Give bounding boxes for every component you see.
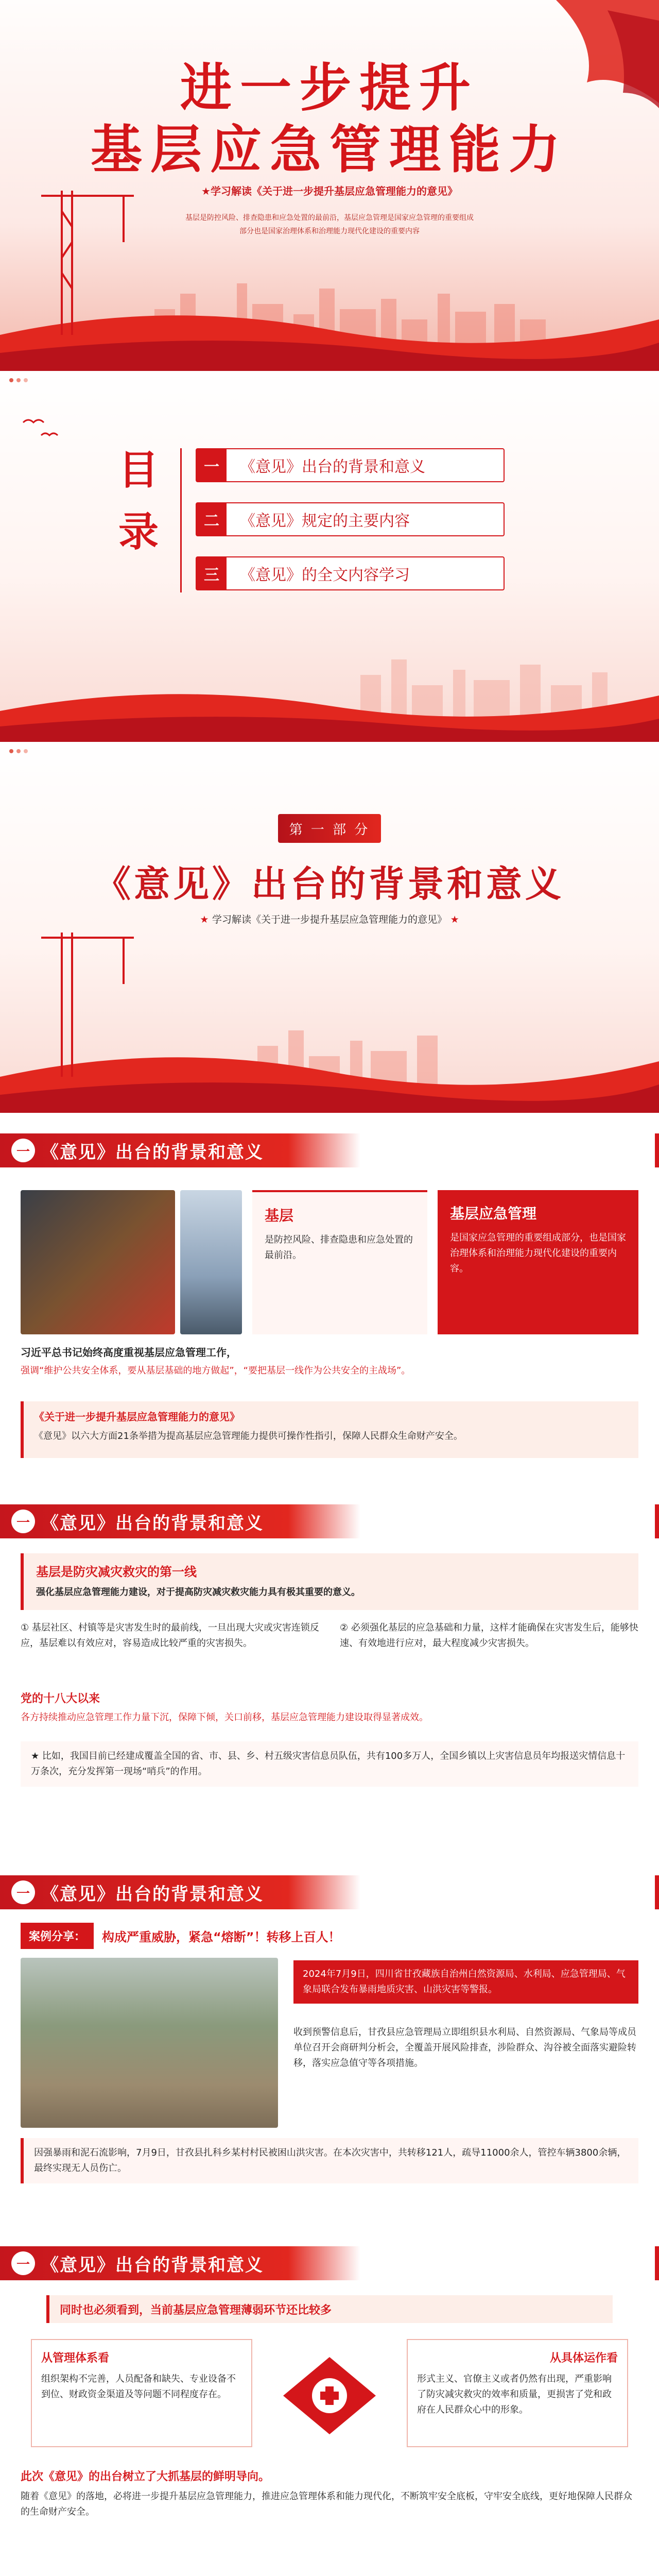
cover-title-line2: 基层应急管理能力 bbox=[91, 119, 568, 180]
toc-item-3[interactable] bbox=[196, 556, 505, 590]
example-text: ★ 比如，我国目前已经建成覆盖全国的省、市、县、乡、村五级灾害信息员队伍，共有100多万人，全国乡镇以上灾害信息员年均报送灾情信息十万条次，充分发挥第一现场“哨兵”的作用。 bbox=[21, 1741, 638, 1787]
speech-block: 习近平总书记始终高度重视基层应急管理工作， 强调“维护公共安全体系，要从基层基础的地方做起”，“要把基层一线作为公共安全的主战场”。 bbox=[21, 1346, 411, 1376]
toc-slide bbox=[0, 371, 659, 742]
decor-dots bbox=[9, 749, 28, 753]
section-header: 一 《意见》出台的背景和意义 bbox=[0, 2246, 360, 2280]
toc-label-2: 录 bbox=[118, 509, 159, 555]
birds-decoration bbox=[21, 412, 67, 443]
opinion-guidance: 此次《意见》的出台树立了大抓基层的鲜明导向。 随着《意见》的落地，必将进一步提升基层应急管理能力，推进应急管理体系和能力现代化，不断筑牢安全底板，守牢安全底线，更好地保障人民群众的生命财产安全。 bbox=[21, 2470, 632, 2517]
toc-item-label: 《意见》规定的主要内容 bbox=[240, 512, 410, 530]
cover-subtitle: ★学习解读《关于进一步提升基层应急管理能力的意见》 bbox=[201, 185, 458, 197]
case-text-2: 收到预警信息后，甘孜县应急管理局立即组织县水利局、自然资源局、气象局等成员单位召开会商研判分析会，全覆盖开展风险排查，涉险群众、沟谷被全面落实避险转移，落实应急值守等各项措施。 bbox=[293, 2027, 636, 2069]
toc-item-number: 三 bbox=[197, 557, 227, 589]
crane-decoration bbox=[31, 922, 139, 1077]
flood-photo bbox=[21, 1958, 278, 2128]
content-slide-2 bbox=[0, 1484, 659, 1855]
case-text-1: 2024年7月9日，四川省甘孜藏族自治州白然资源局、水利局、应急管理局、气象局联合发布暴雨地质灾害、山洪灾害等警报。 bbox=[293, 1960, 638, 2004]
section-header: 一 《意见》出台的背景和意义 bbox=[0, 1875, 360, 1909]
crane-decoration bbox=[31, 180, 139, 335]
toc-label-1: 目 bbox=[118, 447, 159, 494]
toc-item-number: 二 bbox=[197, 503, 227, 535]
opinion-summary-box: 《关于进一步提升基层应急管理能力的意见》 《意见》以六大方面21条举措为提高基层应急管理能力提供可操作性指引，保障人民群众生命财产安全。 bbox=[21, 1401, 638, 1458]
weakness-banner: 同时也必须看到，当前基层应急管理薄弱环节还比较多 bbox=[46, 2295, 613, 2323]
cover-description: 基层是防控风险、排查隐患和应急处置的最前沿，基层应急管理是国家应急管理的重要组成部分也是国家治理体系和治理能力现代化建设的重要内容 bbox=[185, 214, 474, 235]
toc-item-1[interactable] bbox=[196, 448, 505, 482]
cover-title-line1: 进一步提升 bbox=[180, 57, 479, 118]
toc-item-label: 《意见》的全文内容学习 bbox=[240, 566, 410, 584]
toc-divider bbox=[180, 448, 182, 592]
part-subtitle: ★ 学习解读《关于进一步提升基层应急管理能力的意见》 ★ bbox=[200, 914, 459, 925]
city-skyline-decoration bbox=[0, 623, 659, 742]
part-title: 《意见》出台的背景和意义 bbox=[95, 862, 564, 905]
toc-item-number: 一 bbox=[197, 449, 227, 481]
operation-card: 从具体运作看 形式主义、官僚主义或者仍然有出现，严重影响了防灾减灾救灾的效率和质量，更损害了党和政府在人民群众心中的形象。 bbox=[407, 2339, 628, 2447]
section-header: 一 《意见》出台的背景和意义 bbox=[0, 1504, 360, 1538]
center-emblem bbox=[278, 2354, 381, 2437]
case-text-3: 因强暴雨和泥石流影响，7月9日，甘孜县扎科乡某村村民被困山洪灾害。在本次灾害中，共转移121人，疏导11000余人，管控车辆3800余辆，最终实现无人员伤亡。 bbox=[21, 2138, 638, 2183]
since-18th-congress: 党的十八大以来 各方持续推动应急管理工作力量下沉，保障下倾，关口前移，基层应急管理能力建设取得显著成效。 bbox=[21, 1692, 428, 1723]
decor-dots bbox=[9, 378, 28, 382]
star-icon: ★ bbox=[447, 914, 459, 925]
card-emergency-management: 基层应急管理 是国家应急管理的重要组成部分，也是国家治理体系和治理能力现代化建设的重要内容。 bbox=[438, 1190, 638, 1334]
part-badge: 第 一 部 分 bbox=[278, 814, 381, 843]
first-line-banner: 基层是防灾减灾救灾的第一线 强化基层应急管理能力建设，对于提高防灾减灾救灾能力具有极其重要的意义。 bbox=[21, 1553, 638, 1610]
point-one: ① 基层社区、村镇等是灾害发生时的最前线，一旦出现大灾或灾害连锁反应，基层难以有效应对，容易造成比较严重的灾害损失。 bbox=[21, 1622, 319, 1649]
point-two: ② 必须强化基层的应急基础和力量，这样才能确保在灾害发生后，能够快速、有效地进行应对，最大程度减少灾害损失。 bbox=[340, 1622, 638, 1649]
factory-photo bbox=[180, 1190, 242, 1334]
content-slide-3 bbox=[0, 1855, 659, 2226]
firefighter-photo bbox=[21, 1190, 175, 1334]
section-header: 一 《意见》出台的背景和意义 bbox=[0, 1133, 360, 1167]
management-system-card: 从管理体系看 组织架构不完善，人员配备和缺失、专业设备不到位、财政资金渠道及等问题不同程度存在。 bbox=[31, 2339, 252, 2447]
toc-item-2[interactable] bbox=[196, 502, 505, 536]
part1-cover-slide bbox=[0, 742, 659, 1113]
toc-item-label: 《意见》出台的背景和意义 bbox=[240, 458, 425, 476]
star-icon: ★ bbox=[200, 914, 212, 925]
case-heading: 案例分享： 构成严重威胁，紧急“熔断”！转移上百人！ bbox=[21, 1922, 638, 1950]
content-slide-1 bbox=[0, 1113, 659, 1484]
content-slide-4 bbox=[0, 2226, 659, 2576]
cover-slide bbox=[0, 0, 659, 371]
card-grassroots: 基层 是防控风险、排查隐患和应急处置的最前沿。 bbox=[252, 1190, 427, 1334]
